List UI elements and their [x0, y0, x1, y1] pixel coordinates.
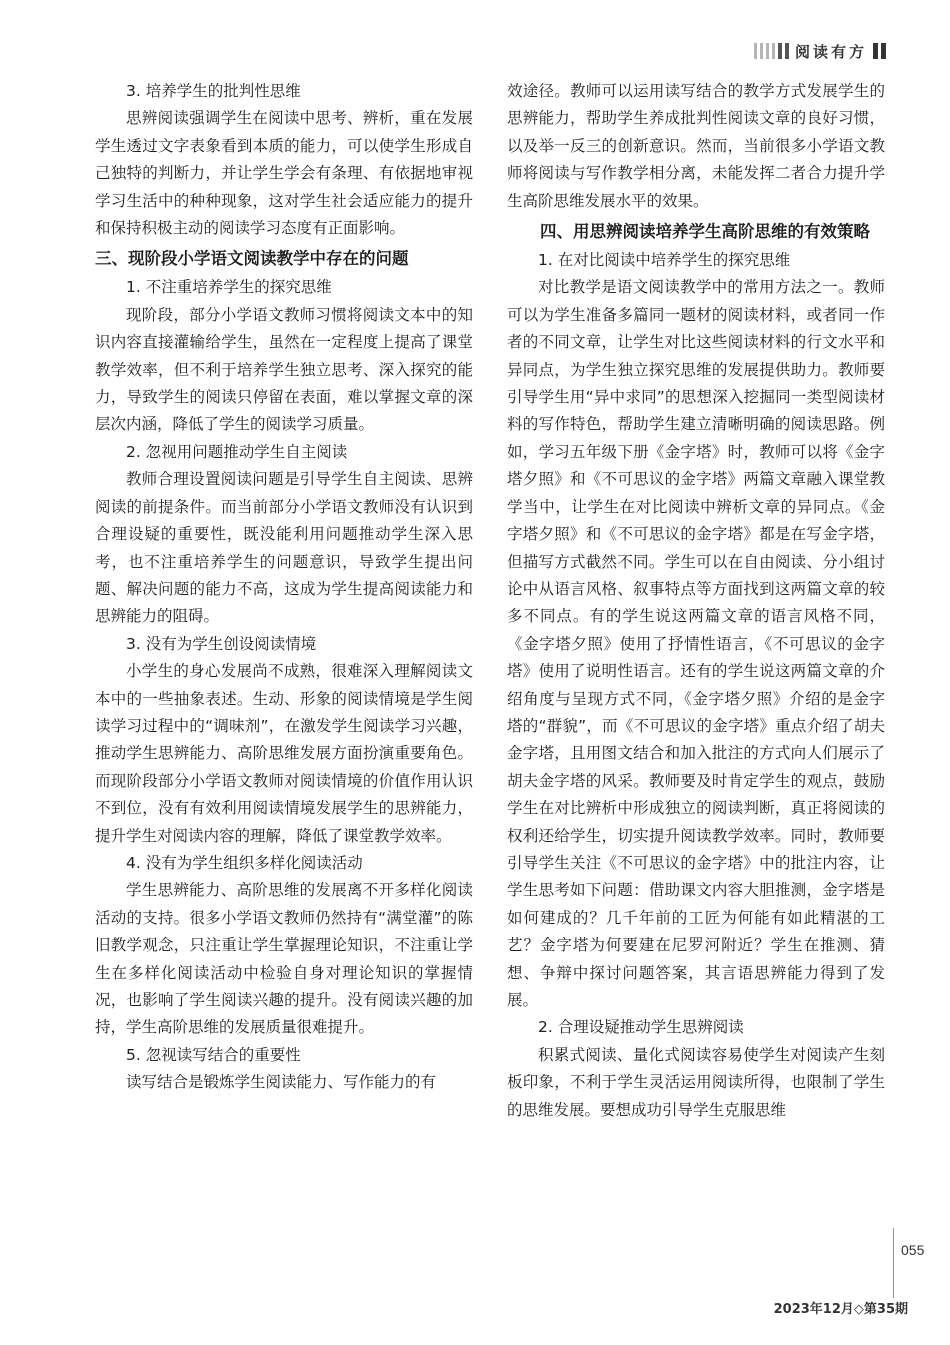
paragraph: 效途径。教师可以运用读写结合的教学方式发展学生的思辨能力，帮助学生养成批判性阅读文章的良好习惯，以及举一反三的创新意识。然而，当前很多小学语文教师将阅读与写作教学相分离，未能发挥二者合力提升学生高阶思维发展水平的效果。 — [507, 82, 885, 210]
subsection-heading: 2. 合理设疑推动学生思辨阅读 — [538, 1018, 744, 1037]
paragraph: 对比教学是语文阅读教学中的常用方法之一。教师可以为学生准备多篇同一题材的阅读材料，或者同一作者的不同文章，让学生对比这些阅读材料的行文水平和异同点，为学生独立探究思维的发展提供助力。教师要引导学生用“异中求同”的思想深入挖掘同一类型阅读材料的写作特色，帮助学生建立清晰明确的阅读思路。例如，学习五年级下册《金字塔》时，教师可以将《金字塔夕照》和《不可思议的金字塔》两篇文章融入课堂教学当中，让学生在对比阅读中辨析文章的异同点。《金字塔夕照》和《不可思议的金字塔》都是在写金字塔，但描写方式截然不同。学生可以在自由阅读、分小组讨论中从语言风格、叙事特点等方面找到这两篇文章的较多不同点。有的学生说这两篇文章的语言风格不同，《金字塔夕照》使用了抒情性语言，《不可思议的金字塔》使用了说明性语言。还有的学生说这两篇文章的介绍角度与呈现方式不同，《金字塔夕照》介绍的是金字塔的“群貌”，而《不可思议的金字塔》重点介绍了胡夫金字塔，且用图文结合和加入批注的方式向人们展示了胡夫金字塔的风采。教师要及时肯定学生的观点，鼓励学生在对比辨析中形成独立的阅读判断，真正将阅读的权利还给学生，切实提升阅读教学效率。同时，教师要引导学生关注《不可思议的金字塔》中的批注内容，让学生思考如下问题：借助课文内容大胆推测，金字塔是如何建成的？几千年前的工匠为何能有如此精湛的工艺？金字塔为何要建在尼罗河附近？学生在推测、猜想、争辩中探讨问题答案，其言语思辨能力得到了发展。 — [507, 278, 885, 1009]
right-column — [507, 78, 885, 1124]
page-number-divider — [893, 1228, 894, 1298]
page-number: 055 — [901, 1242, 925, 1258]
column-header — [754, 40, 886, 62]
paragraph: 读写结合是锻炼学生阅读能力、写作能力的有 — [126, 1073, 437, 1092]
paragraph: 学生思辨能力、高阶思维的发展离不开多样化阅读活动的支持。很多小学语文教师仍然持有“满堂灌”的陈旧教学观念，只注重让学生掌握理论知识，不注重让学生在多样化阅读活动中检验自身对理论知识的掌握情况，也影响了学生阅读兴趣的提升。没有阅读兴趣的加持，学生高阶思维的发展质量很难提升。 — [95, 881, 473, 1037]
issue-info: 2023年12月◇第35期 — [773, 1302, 908, 1317]
header-bars-icon — [754, 43, 789, 59]
subsection-heading: 2. 忽视用问题推动学生自主阅读 — [126, 442, 348, 461]
header-end-bars-icon — [873, 43, 886, 59]
paragraph: 小学生的身心发展尚不成熟，很难深入理解阅读文本中的一些抽象表述。生动、形象的阅读情境是学生阅读学习过程中的“调味剂”，在激发学生阅读学习兴趣，推动学生思辨能力、高阶思维发展方面扮演重要角色。而现阶段部分小学语文教师对阅读情境的价值作用认识不到位，没有有效利用阅读情境发展学生的思辨能力，提升学生对阅读内容的理解，降低了课堂教学效率。 — [95, 662, 473, 845]
paragraph: 积累式阅读、量化式阅读容易使学生对阅读产生刻板印象，不利于学生灵活运用阅读所得，也限制了学生的思维发展。要想成功引导学生克服思维 — [507, 1045, 885, 1119]
section-heading: 四、用思辨阅读培养学生高阶思维的有效策略 — [540, 222, 870, 242]
subsection-heading: 1. 不注重培养学生的探究思维 — [126, 278, 332, 297]
subsection-heading: 3. 没有为学生创设阅读情境 — [126, 634, 317, 653]
paragraph: 教师合理设置阅读问题是引导学生自主阅读、思辨阅读的前提条件。而当前部分小学语文教师没有认识到合理设疑的重要性，既没能利用问题推动学生深入思考，也不注重培养学生的问题意识，导致学生提出问题、解决问题的能力不高，这成为学生提高阅读能力和思辨能力的阻碍。 — [95, 470, 473, 626]
column-title: 阅读有方 — [794, 42, 867, 61]
left-column — [95, 78, 473, 1097]
paragraph: 思辨阅读强调学生在阅读中思考、辨析，重在发展学生透过文字表象看到本质的能力，可以使学生形成自己独特的判断力，并让学生学会有条理、有依据地审视学习生活中的种种现象，这对学生社会适应能力的提升和保持积极主动的阅读学习态度有正面影响。 — [95, 109, 473, 238]
subsection-heading: 5. 忽视读写结合的重要性 — [126, 1045, 301, 1064]
paragraph: 现阶段，部分小学语文教师习惯将阅读文本中的知识内容直接灌输给学生，虽然在一定程度上提高了课堂教学效率，但不利于培养学生独立思考、深入探究的能力，导致学生的阅读只停留在表面，难以掌握文章的深层次内涵，降低了学生的阅读学习质量。 — [95, 305, 473, 434]
subsection-heading: 3. 培养学生的批判性思维 — [126, 82, 301, 100]
section-heading: 三、现阶段小学语文阅读教学中存在的问题 — [95, 249, 409, 269]
subsection-heading: 1. 在对比阅读中培养学生的探究思维 — [538, 251, 791, 270]
subsection-heading: 4. 没有为学生组织多样化阅读活动 — [126, 853, 363, 872]
